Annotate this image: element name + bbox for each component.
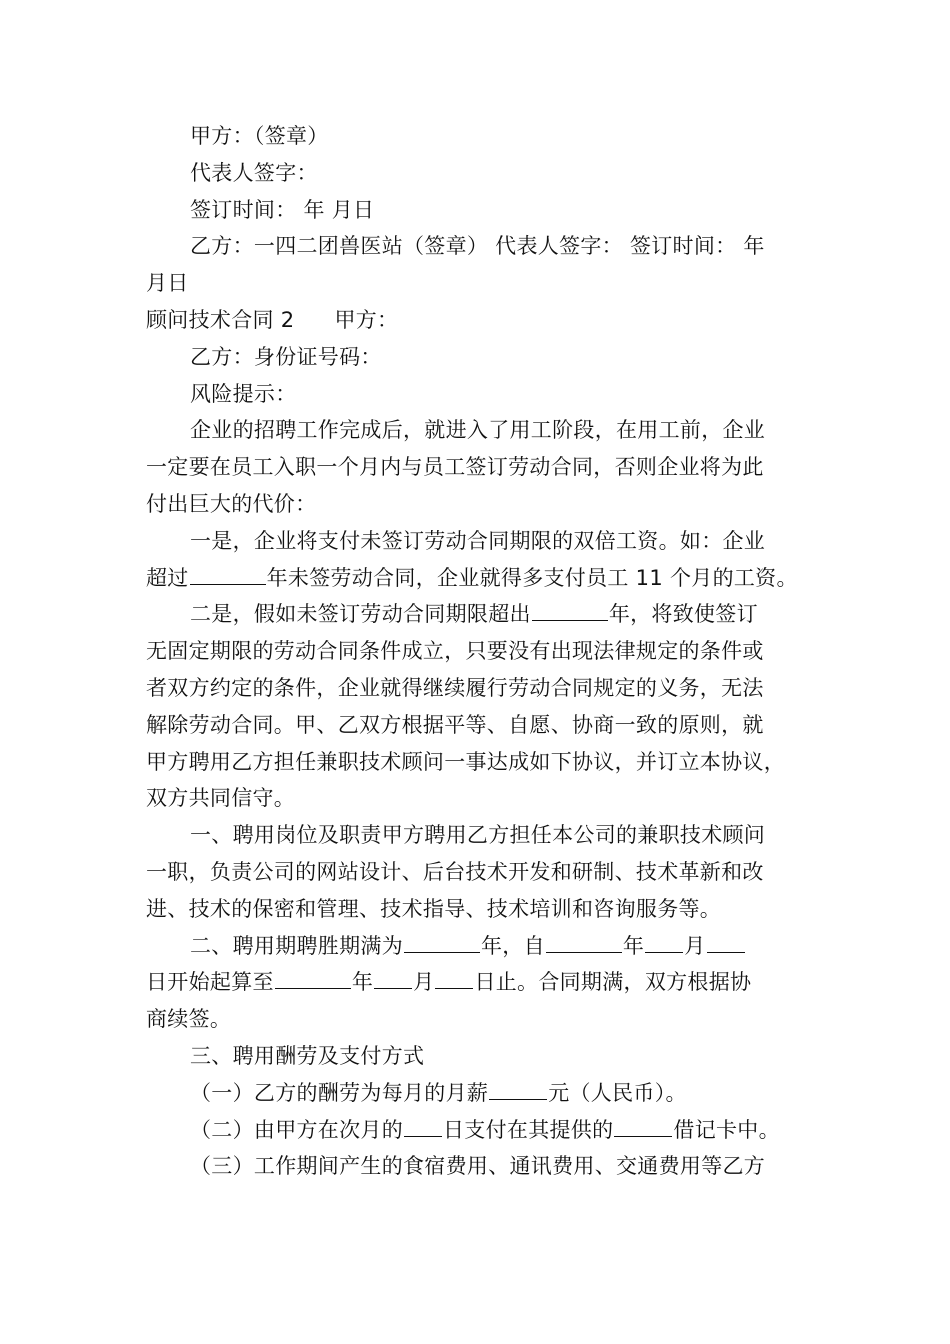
paragraph-line: 者双方约定的条件，企业就得继续履行劳动合同规定的义务，无法 <box>146 675 764 700</box>
paragraph-line: 无固定期限的劳动合同条件成立，只要没有出现法律规定的条件或 <box>146 639 764 664</box>
blank-field <box>275 968 351 989</box>
text-segment: 元（人民币）。 <box>548 1080 687 1105</box>
text-segment: 日止。合同期满，双方根据协 <box>474 970 752 995</box>
paragraph-line <box>146 964 810 1001</box>
text-segment: 二是，假如未签订劳动合同期限超出 <box>190 602 531 627</box>
paragraph-line: 一是，企业将支付未签订劳动合同期限的双倍工资。如：企业 <box>190 528 766 553</box>
text-segment: 年 <box>622 933 645 958</box>
paragraph-line: 解除劳动合同。甲、乙双方根据平等、自愿、协商一致的原则，就 <box>146 712 764 737</box>
party-a-seal: 甲方：（签章） <box>190 124 329 148</box>
blank-field <box>546 932 622 953</box>
contract-title-line <box>146 302 810 339</box>
representative-signature: 代表人签字： <box>190 160 318 185</box>
paragraph-line: 一职，负责公司的网站设计、后台技术开发和研制、技术革新和改 <box>146 859 764 884</box>
text-segment: 月 <box>684 933 706 958</box>
paragraph-line <box>146 928 810 965</box>
blank-field <box>707 932 745 953</box>
section-heading: 三、聘用酬劳及支付方式 <box>190 1043 425 1068</box>
party-b-id: 乙方：身份证号码： <box>190 344 382 369</box>
text-segment: 日支付在其提供的 <box>443 1117 614 1142</box>
paragraph-line: 一、聘用岗位及职责甲方聘用乙方担任本公司的兼职技术顾问 <box>190 823 766 848</box>
text-segment: 借记卡中。 <box>673 1117 780 1142</box>
blank-field <box>435 968 473 989</box>
text-segment: 日开始起算至 <box>146 970 274 995</box>
paragraph-line <box>146 560 810 597</box>
paragraph-line: 商续签。 <box>146 1007 232 1032</box>
paragraph-line: 一定要在员工入职一个月内与员工签订劳动合同，否则企业将为此 <box>146 455 764 480</box>
blank-field <box>645 932 683 953</box>
paragraph-line <box>146 596 810 633</box>
party-b-line: 乙方：一四二团兽医站（签章） 代表人签字： 签订时间： 年 <box>190 234 765 259</box>
blank-field <box>404 932 480 953</box>
blank-field <box>489 1079 547 1100</box>
text-segment: 月 <box>413 970 435 995</box>
text-segment: 年，将致使签订 <box>608 602 758 627</box>
blank-field <box>532 600 608 621</box>
blank-field <box>614 1116 672 1137</box>
paragraph-line: 付出巨大的代价： <box>146 491 317 516</box>
blank-field <box>374 968 412 989</box>
blank-field <box>190 564 266 585</box>
paragraph-line: （三）工作期间产生的食宿费用、通讯费用、交通费用等乙方 <box>190 1154 766 1179</box>
contract-title: 顾问技术合同 2 <box>146 307 295 332</box>
text-segment: （二）由甲方在次月的 <box>190 1117 403 1142</box>
party-a-label: 甲方： <box>334 307 399 332</box>
paragraph-line <box>146 1075 810 1112</box>
paragraph-line: 双方共同信守。 <box>146 786 296 811</box>
paragraph-line: 企业的招聘工作完成后，就进入了用工阶段，在用工前，企业 <box>190 418 766 443</box>
party-b-date-cont: 月日 <box>146 271 189 296</box>
text-segment: 年，自 <box>481 933 545 958</box>
text-segment: 年 <box>351 970 374 995</box>
paragraph-line: 甲方聘用乙方担任兼职技术顾问一事达成如下协议，并订立本协议， <box>146 749 785 774</box>
paragraph-line <box>146 1112 810 1149</box>
blank-field <box>404 1116 442 1137</box>
paragraph-line: 进、技术的保密和管理、技术指导、技术培训和咨询服务等。 <box>146 896 722 921</box>
text-segment: 二、聘用期聘胜期满为 <box>190 933 403 958</box>
text-segment: 超过 <box>146 565 189 590</box>
text-segment: 年未签劳动合同，企业就得多支付员工 11 个月的工资。 <box>266 565 798 590</box>
risk-heading: 风险提示： <box>190 381 297 406</box>
text-segment: （一）乙方的酬劳为每月的月薪 <box>190 1080 489 1105</box>
signing-date: 签订时间： 年 月日 <box>190 197 375 222</box>
